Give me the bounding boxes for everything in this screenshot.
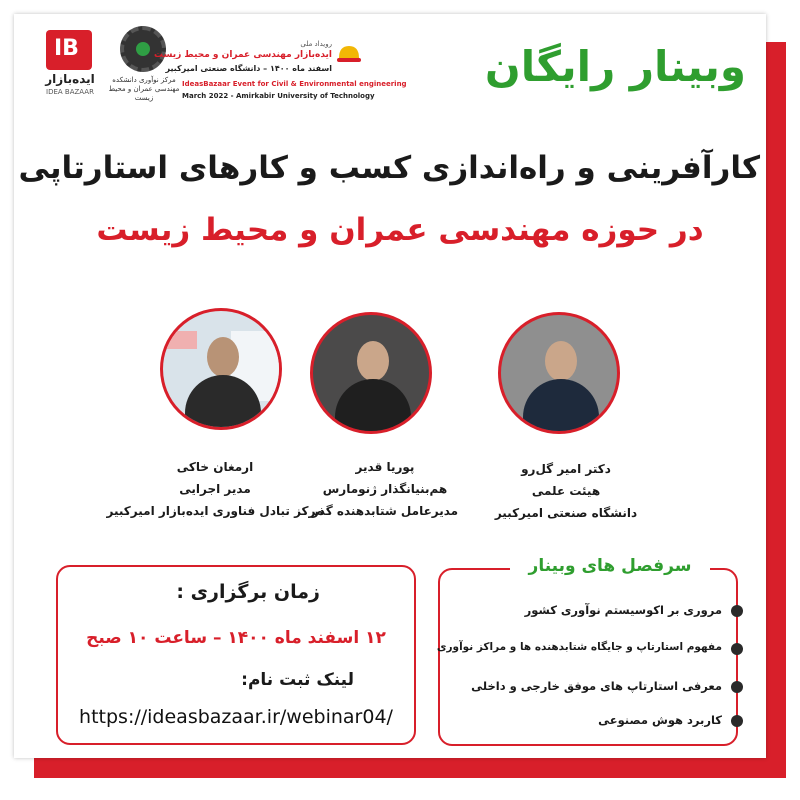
speaker-info-golroo xyxy=(486,458,646,524)
speaker-role: هم‌بنیانگذار ژنومارس xyxy=(322,482,448,496)
speaker-photo-ghadir xyxy=(310,312,432,434)
main-title: کارآفرینی و راه‌اندازی کسب و کارهای استارتاپی xyxy=(18,150,760,186)
event-logo xyxy=(154,24,407,116)
speaker-role: هیئت علمی xyxy=(531,484,601,498)
time-value: ۱۲ اسفند ماه ۱۴۰۰ – ساعت ۱۰ صبح xyxy=(86,628,386,648)
speaker-name: پوریا قدیر xyxy=(355,460,415,474)
ideas-bazaar-mark: IB xyxy=(46,30,92,70)
syllabus-item: مفهوم استارتاپ و جایگاه شتابدهنده ها و مراکز نوآوری xyxy=(436,641,722,653)
speaker-role: مدیر اجرایی xyxy=(179,482,251,496)
sub-title: در حوزه مهندسی عمران و محیط زیست xyxy=(96,212,704,248)
speaker-org: مرکز تبادل فناوری ایده‌بازار امیرکبیر xyxy=(106,504,324,518)
bullet-icon xyxy=(731,605,743,617)
speaker-photo-golroo xyxy=(498,312,620,434)
event-date-fa: اسفند ماه ۱۴۰۰ – دانشگاه صنعتی امیرکبیر xyxy=(165,64,332,73)
event-date-en: March 2022 - Amirkabir University of Technology xyxy=(182,92,375,100)
speaker-info-ghadir xyxy=(300,456,470,522)
event-title-en: IdeasBazaar Event for Civil & Environmental engineering xyxy=(182,80,407,88)
bullet-icon xyxy=(731,681,743,693)
speaker-name: ارمغان خاکی xyxy=(176,460,254,474)
bullet-icon xyxy=(731,643,743,655)
time-label: زمان برگزاری : xyxy=(176,581,320,603)
speaker-name: دکتر امیر گل‌رو xyxy=(521,462,611,476)
syllabus-item: کاربرد هوش مصنوعی xyxy=(598,713,722,727)
ideas-bazaar-logo xyxy=(38,28,102,98)
gear-icon xyxy=(120,26,166,72)
registration-link[interactable]: https://ideasbazaar.ir/webinar04/ xyxy=(79,706,393,728)
event-kicker: رویداد ملی xyxy=(300,40,332,48)
innovation-center-caption: مرکز نوآوری دانشکده مهندسی عمران و محیط زیست xyxy=(108,76,180,102)
ideas-bazaar-name: ایده‌بازار xyxy=(45,72,95,86)
speaker-photo-khaki xyxy=(160,308,282,430)
helmet-icon xyxy=(336,42,362,66)
ideas-bazaar-en: IDEA BAZAAR xyxy=(46,88,94,96)
syllabus-title: سرفصل های وبینار xyxy=(510,556,710,576)
event-title-fa: ایده‌بازار مهندسی عمران و محیط زیست xyxy=(154,50,332,60)
syllabus-item: مروری بر اکوسیستم نوآوری کشور xyxy=(524,603,722,617)
syllabus-item: معرفی استارتاپ های موفق خارجی و داخلی xyxy=(471,679,722,693)
bullet-icon xyxy=(731,715,743,727)
speaker-org: مدیرعامل شتابدهنده گذر xyxy=(311,504,459,518)
registration-label: لینک ثبت نام: xyxy=(241,670,354,690)
speaker-org: دانشگاه صنعتی امیرکبیر xyxy=(494,506,638,520)
free-webinar-title: وبینار رایگان xyxy=(484,42,746,91)
